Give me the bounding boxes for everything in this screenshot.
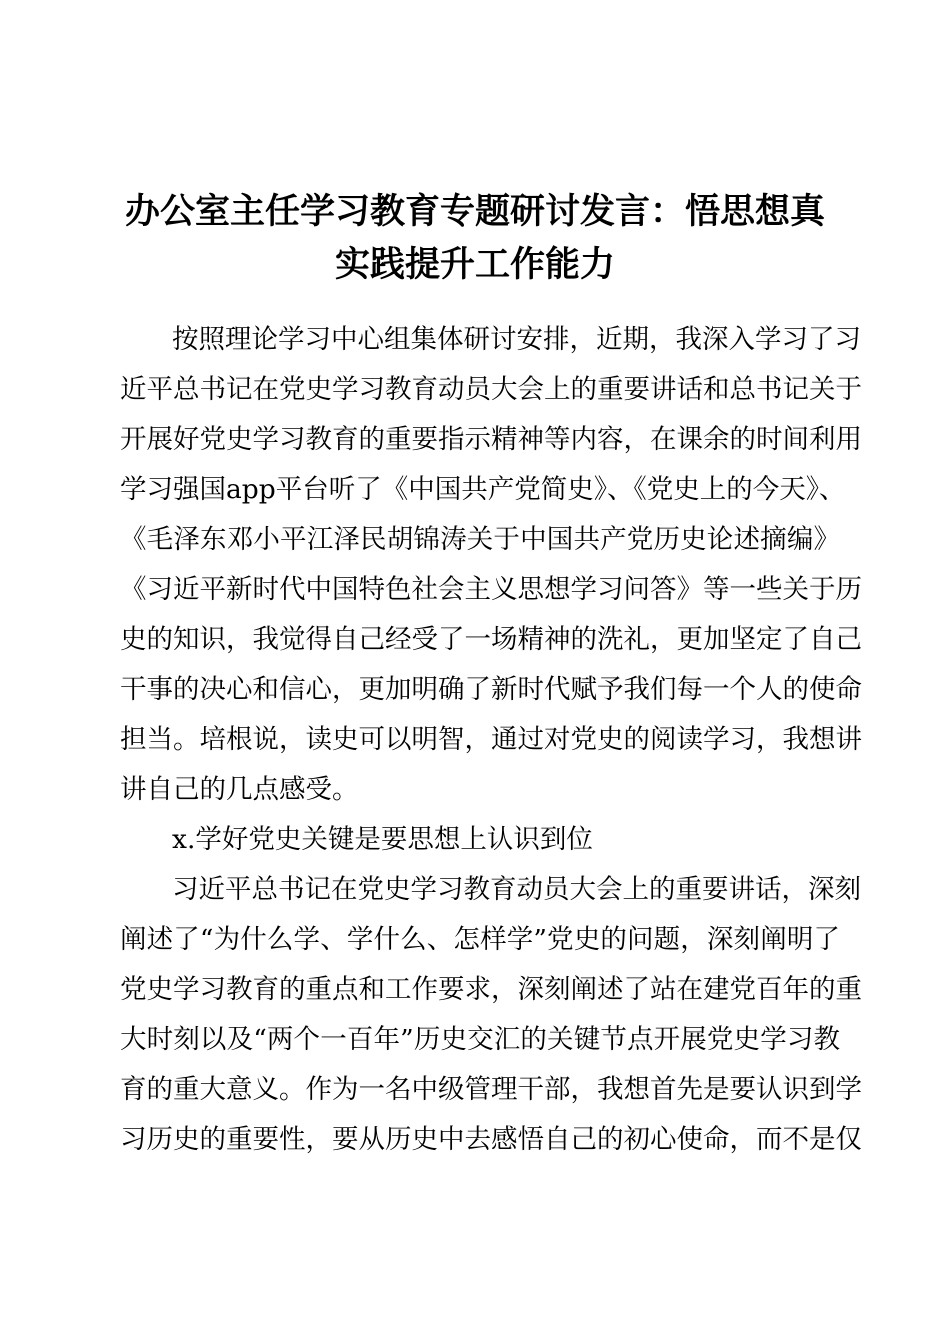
paragraph-1-line: 干事的决心和信心，更加明确了新时代赋予我们每一个人的使命: [120, 674, 862, 705]
paragraph-1-line: 担当。培根说，读史可以明智，通过对党史的阅读学习，我想讲: [120, 724, 862, 755]
document-title-line-2: 实践提升工作能力: [334, 244, 615, 285]
paragraph-1-line: 讲自己的几点感受。: [120, 774, 359, 805]
paragraph-2-line: 习近平总书记在党史学习教育动员大会上的重要讲话，深刻: [172, 874, 861, 905]
paragraph-1-line: 史的知识，我觉得自己经受了一场精神的洗礼，更加坚定了自己: [120, 624, 862, 655]
paragraph-1-line: 近平总书记在党史学习教育动员大会上的重要讲话和总书记关于: [120, 374, 862, 405]
paragraph-2-line: 阐述了“为什么学、学什么、怎样学”党史的问题，深刻阐明了: [120, 924, 840, 955]
paragraph-1-line: 《毛泽东邓小平江泽民胡锦涛关于中国共产党历史论述摘编》: [120, 524, 840, 555]
section-heading: x.学好党史关键是要思想上认识到位: [172, 824, 593, 855]
paragraph-1-line: 学习强国app平台听了《中国共产党简史》、《党史上的今天》、: [120, 474, 846, 505]
paragraph-2-line: 党史学习教育的重点和工作要求，深刻阐述了站在建党百年的重: [120, 974, 862, 1005]
paragraph-2-line: 大时刻以及“两个一百年”历史交汇的关键节点开展党史学习教: [120, 1024, 840, 1055]
paragraph-1-line: 按照理论学习中心组集体研讨安排，近期，我深入学习了习: [172, 324, 861, 355]
paragraph-1-line: 《习近平新时代中国特色社会主义思想学习问答》等一些关于历: [120, 574, 862, 605]
paragraph-2-line: 习历史的重要性，要从历史中去感悟自己的初心使命，而不是仅: [120, 1124, 862, 1155]
paragraph-1-line: 开展好党史学习教育的重要指示精神等内容，在课余的时间利用: [120, 424, 862, 455]
document-title-line-1: 办公室主任学习教育专题研讨发言：悟思想真: [124, 191, 825, 232]
paragraph-2-line: 育的重大意义。作为一名中级管理干部，我想首先是要认识到学: [120, 1074, 862, 1105]
